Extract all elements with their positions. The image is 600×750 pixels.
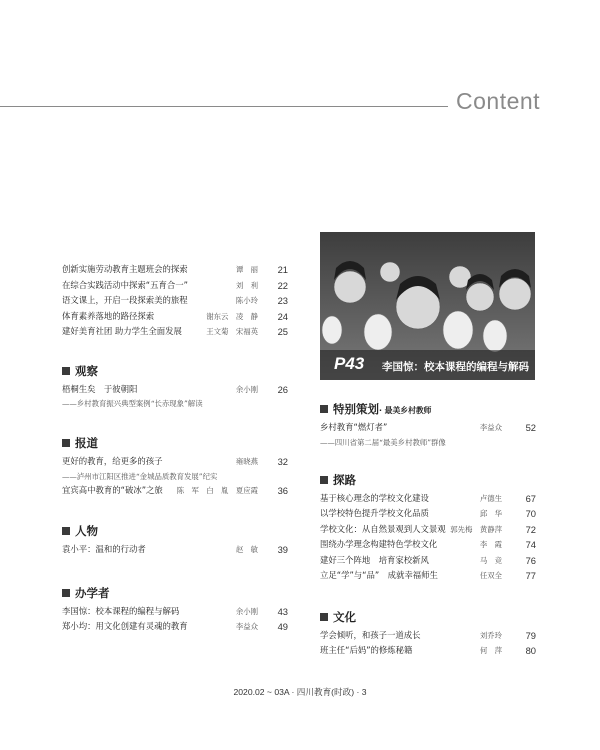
toc-entry-page: 39 — [277, 544, 288, 555]
toc-entry[interactable] — [320, 628, 536, 644]
toc-entry-page: 21 — [277, 264, 288, 275]
section-square-icon — [62, 527, 70, 535]
toc-entry-page: 32 — [277, 456, 288, 467]
toc-entry-title: 学校文化：从自然景观到人文景观 — [320, 523, 446, 534]
section-square-icon — [62, 367, 70, 375]
cover-photo — [320, 232, 535, 380]
toc-entry-page: 74 — [525, 539, 536, 550]
section-title: 办学者 — [75, 585, 110, 600]
toc-entry-author: 李 霞 — [479, 540, 502, 549]
section-heading — [62, 582, 288, 604]
toc-entry-title: 语文课上，开启一段探索美的旅程 — [62, 295, 188, 305]
section-square-icon — [62, 589, 70, 597]
toc-entry-title: 围绕办学理念构建特色学校文化 — [320, 539, 438, 549]
toc-entry-author: 陈小玲 — [235, 296, 258, 305]
page-title: Content — [456, 88, 541, 114]
toc-entry-page: 36 — [277, 484, 288, 496]
section-heading — [320, 398, 536, 420]
toc-entry-page: 80 — [525, 645, 536, 656]
toc-entry-author: 谭 丽 — [235, 265, 258, 274]
toc-entry[interactable] — [320, 537, 536, 553]
toc-entry[interactable] — [320, 553, 536, 569]
toc-entry-author: 余小刚 — [235, 384, 258, 394]
toc-entry-page: 52 — [525, 422, 536, 433]
toc-right-column — [320, 398, 536, 659]
toc-entry[interactable] — [320, 643, 536, 659]
toc-entry-page: 25 — [277, 326, 288, 337]
page-footer: 2020.02 ~ 03A · 四川教育(时政) · 3 — [233, 687, 367, 697]
toc-entry-author: 余小刚 — [235, 606, 258, 616]
toc-entry[interactable] — [320, 522, 536, 538]
toc-entry-author: 赵 敏 — [235, 545, 258, 554]
toc-entry-title: 学会倾听，和孩子一道成长 — [320, 629, 421, 640]
toc-entry-page: 23 — [277, 295, 288, 306]
section-heading — [320, 606, 536, 628]
toc-entry-page: 26 — [277, 383, 288, 395]
toc-entry-page: 49 — [277, 621, 288, 632]
toc-entry-author: 任双全 — [479, 571, 502, 580]
toc-entry-title: 创新实施劳动教育主题班会的探索 — [62, 264, 188, 274]
toc-entry-title: 班主任“后妈”的修炼秘籍 — [320, 645, 413, 655]
section-heading — [62, 360, 288, 382]
section-title: 文化 — [333, 609, 356, 624]
toc-left-column — [62, 262, 288, 635]
toc-entry-page: 22 — [277, 279, 288, 291]
section-title: 特别策划 — [333, 402, 379, 416]
toc-entry[interactable] — [62, 382, 288, 398]
toc-entry-author: 刘 利 — [235, 280, 258, 290]
section-square-icon — [62, 439, 70, 447]
toc-entry[interactable] — [62, 483, 288, 499]
section-title: 人物 — [75, 524, 98, 538]
toc-entry-page: 70 — [525, 508, 536, 519]
header-rule — [0, 106, 448, 107]
toc-entry-page: 76 — [525, 554, 536, 566]
section-heading — [62, 520, 288, 542]
toc-entry-author: 邱 华 — [479, 509, 502, 518]
toc-entry[interactable] — [62, 619, 288, 635]
toc-entry-title: 袁小平：温和的行动者 — [62, 544, 146, 554]
toc-entry-title: 基于核心理念的学校文化建设 — [320, 492, 429, 503]
toc-entry-author: 李益众 — [235, 622, 258, 631]
toc-entry-title: 宜宾高中教育的“破冰”之旅 — [62, 484, 163, 495]
toc-entry-subtitle: ——四川省第二届“最美乡村教师”群像 — [320, 437, 446, 447]
toc-entry-title: 在综合实践活动中探索“五育合一” — [62, 279, 188, 290]
toc-entry-page: 77 — [525, 570, 536, 581]
toc-entry-title: 更好的教育，给更多的孩子 — [62, 456, 163, 466]
toc-entry[interactable] — [320, 568, 536, 584]
toc-entry[interactable] — [62, 262, 288, 278]
toc-entry-author: 马 竞 — [479, 555, 502, 565]
section-heading — [320, 469, 536, 491]
section-title: 观察 — [75, 363, 98, 378]
toc-entry-title: 建好美育社团 助力学生全面发展 — [62, 326, 182, 336]
toc-entry-page: 72 — [525, 523, 536, 535]
toc-entry-author: 郭先梅 黄静萍 — [450, 524, 502, 534]
section-heading — [62, 432, 288, 454]
toc-entry[interactable] — [320, 506, 536, 522]
toc-entry-page: 67 — [525, 492, 536, 504]
toc-entry-author: 何 萍 — [479, 646, 502, 655]
toc-entry-title: 梧桐生矣 于彼朝阳 — [62, 383, 138, 394]
toc-entry-author: 刘乔玲 — [479, 630, 502, 640]
photo-page-tag: P43 — [334, 354, 365, 373]
toc-entry-title: 李国惊：校本课程的编程与解码 — [62, 605, 180, 616]
section-square-icon — [320, 613, 328, 621]
toc-entry-author: 王文菊 宋福英 — [206, 327, 258, 336]
toc-entry-page: 43 — [277, 605, 288, 617]
toc-entry[interactable] — [62, 309, 288, 325]
section-subtitle: · 最美乡村教师 — [379, 406, 432, 415]
photo-caption: 李国惊：校本课程的编程与解码 — [382, 361, 529, 373]
toc-entry-author: 陈 军 白 胤 夏应霞 — [176, 485, 258, 495]
toc-entry-author: 雍晓燕 — [235, 457, 258, 466]
toc-entry-title: 体育素养落地的路径探索 — [62, 310, 155, 321]
toc-entry[interactable] — [62, 324, 288, 340]
toc-entry[interactable] — [320, 491, 536, 507]
toc-entry-author: 卢德生 — [479, 493, 502, 503]
toc-entry[interactable] — [62, 542, 288, 558]
toc-entry[interactable] — [62, 604, 288, 620]
toc-entry-title: 建好三个阵地 培育家校新风 — [320, 554, 429, 565]
toc-entry-author: 李益众 — [479, 423, 502, 432]
section-square-icon — [320, 476, 328, 484]
toc-entry-title: 郑小均：用文化创建有灵魂的教育 — [62, 621, 188, 631]
toc-entry[interactable] — [62, 293, 288, 309]
toc-entry-subtitle: ——乡村教育振兴典型案例“长赤现象”解读 — [62, 399, 203, 408]
section-title: 报道 — [75, 436, 98, 450]
toc-entry-author: 谢东云 凌 静 — [206, 311, 258, 321]
toc-entry-title: 立足“学”与“品” 成就幸福师生 — [320, 570, 438, 580]
toc-entry[interactable] — [62, 454, 288, 470]
toc-entry-page: 24 — [277, 310, 288, 322]
toc-entry-page: 79 — [525, 629, 536, 641]
section-square-icon — [320, 405, 328, 413]
toc-entry[interactable] — [62, 278, 288, 294]
toc-entry-subtitle: ——泸州市江阳区推进“金城品质教育发展”纪实 — [62, 471, 218, 481]
toc-entry-title: 乡村教育“燃灯者” — [320, 422, 388, 432]
toc-entry-title: 以学校特色提升学校文化品质 — [320, 508, 429, 518]
section-title: 探路 — [333, 472, 356, 487]
toc-entry[interactable] — [320, 420, 536, 436]
